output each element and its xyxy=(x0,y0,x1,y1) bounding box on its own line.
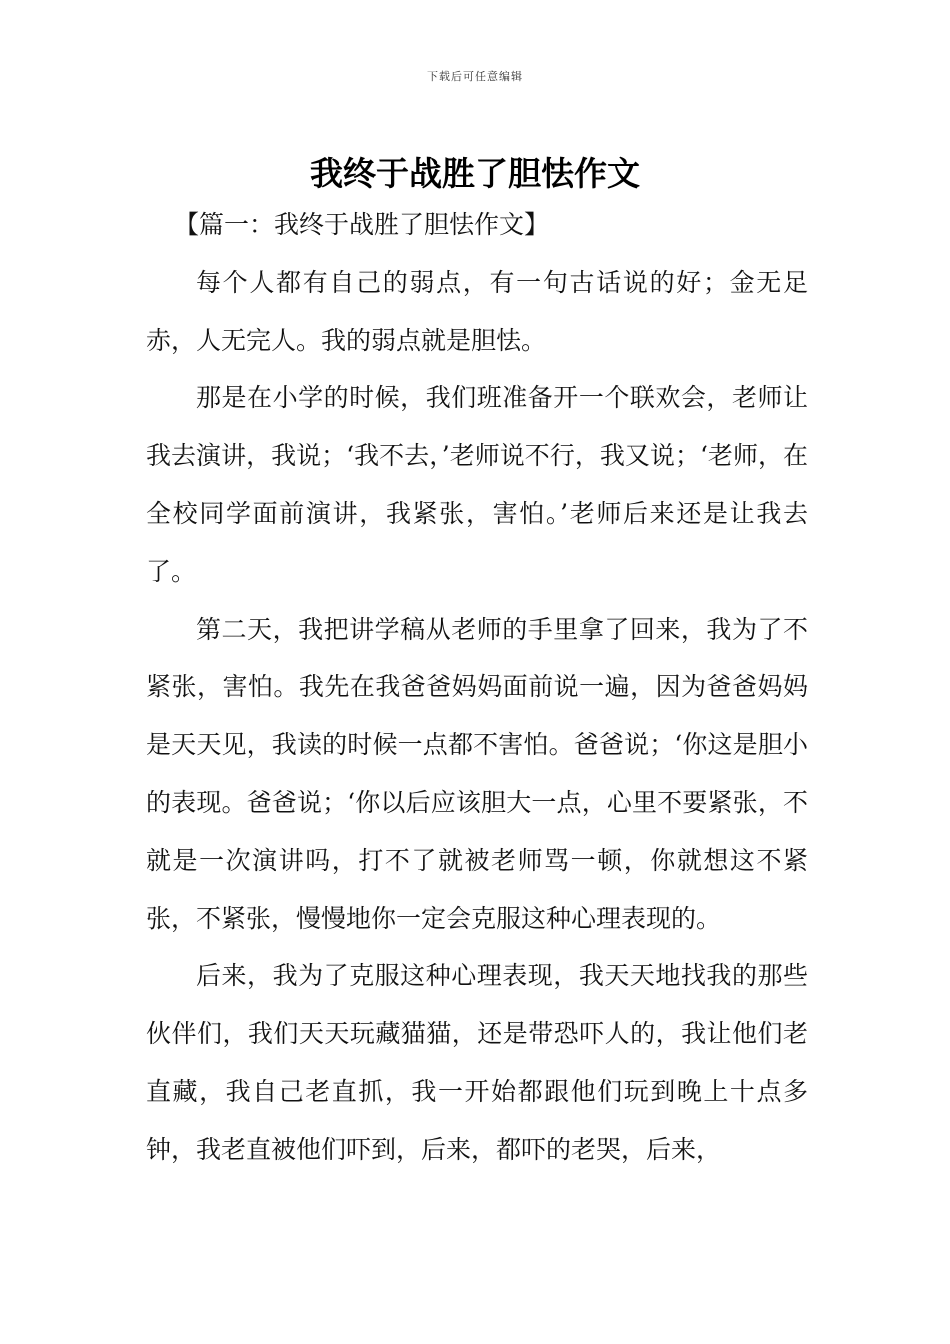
paragraph: 第二天，我把讲学稿从老师的手里拿了回来，我为了不紧张，害怕。我先在我爸爸妈妈面前说一遍，因为爸爸妈妈是天天见，我读的时候一点都不害怕。爸爸说；‘你这是胆小的表现。爸爸说；‘你以后应该胆大一点，心里不要紧张，不就是一次演讲吗，打不了就被老师骂一顿，你就想这不紧张，不紧张，慢慢地你一定会克服这种心理表现的。 xyxy=(146,614,808,933)
document-title: 我终于战胜了胆怯作文 xyxy=(310,154,640,194)
section-heading: 【篇一：我终于战胜了胆怯作文】 xyxy=(174,210,550,239)
paragraph: 后来，我为了克服这种心理表现，我天天地找我的那些伙伴们，我们天天玩藏猫猫，还是带恐吓人的，我让他们老直藏，我自己老直抓，我一开始都跟他们玩到晚上十点多钟，我老直被他们吓到，后来，都吓的老哭，后来， xyxy=(146,961,808,1164)
paragraph: 每个人都有自己的弱点，有一句古话说的好；金无足赤，人无完人。我的弱点就是胆怯。 xyxy=(146,267,808,355)
document-body xyxy=(146,196,808,1179)
paragraph: 那是在小学的时候，我们班准备开一个联欢会，老师让我去演讲，我说；‘我不去，’老师说不行，我又说；‘老师，在全校同学面前演讲，我紧张，害怕。’老师后来还是让我去了。 xyxy=(146,383,808,586)
page-header-note: 下载后可任意编辑 xyxy=(427,70,523,83)
